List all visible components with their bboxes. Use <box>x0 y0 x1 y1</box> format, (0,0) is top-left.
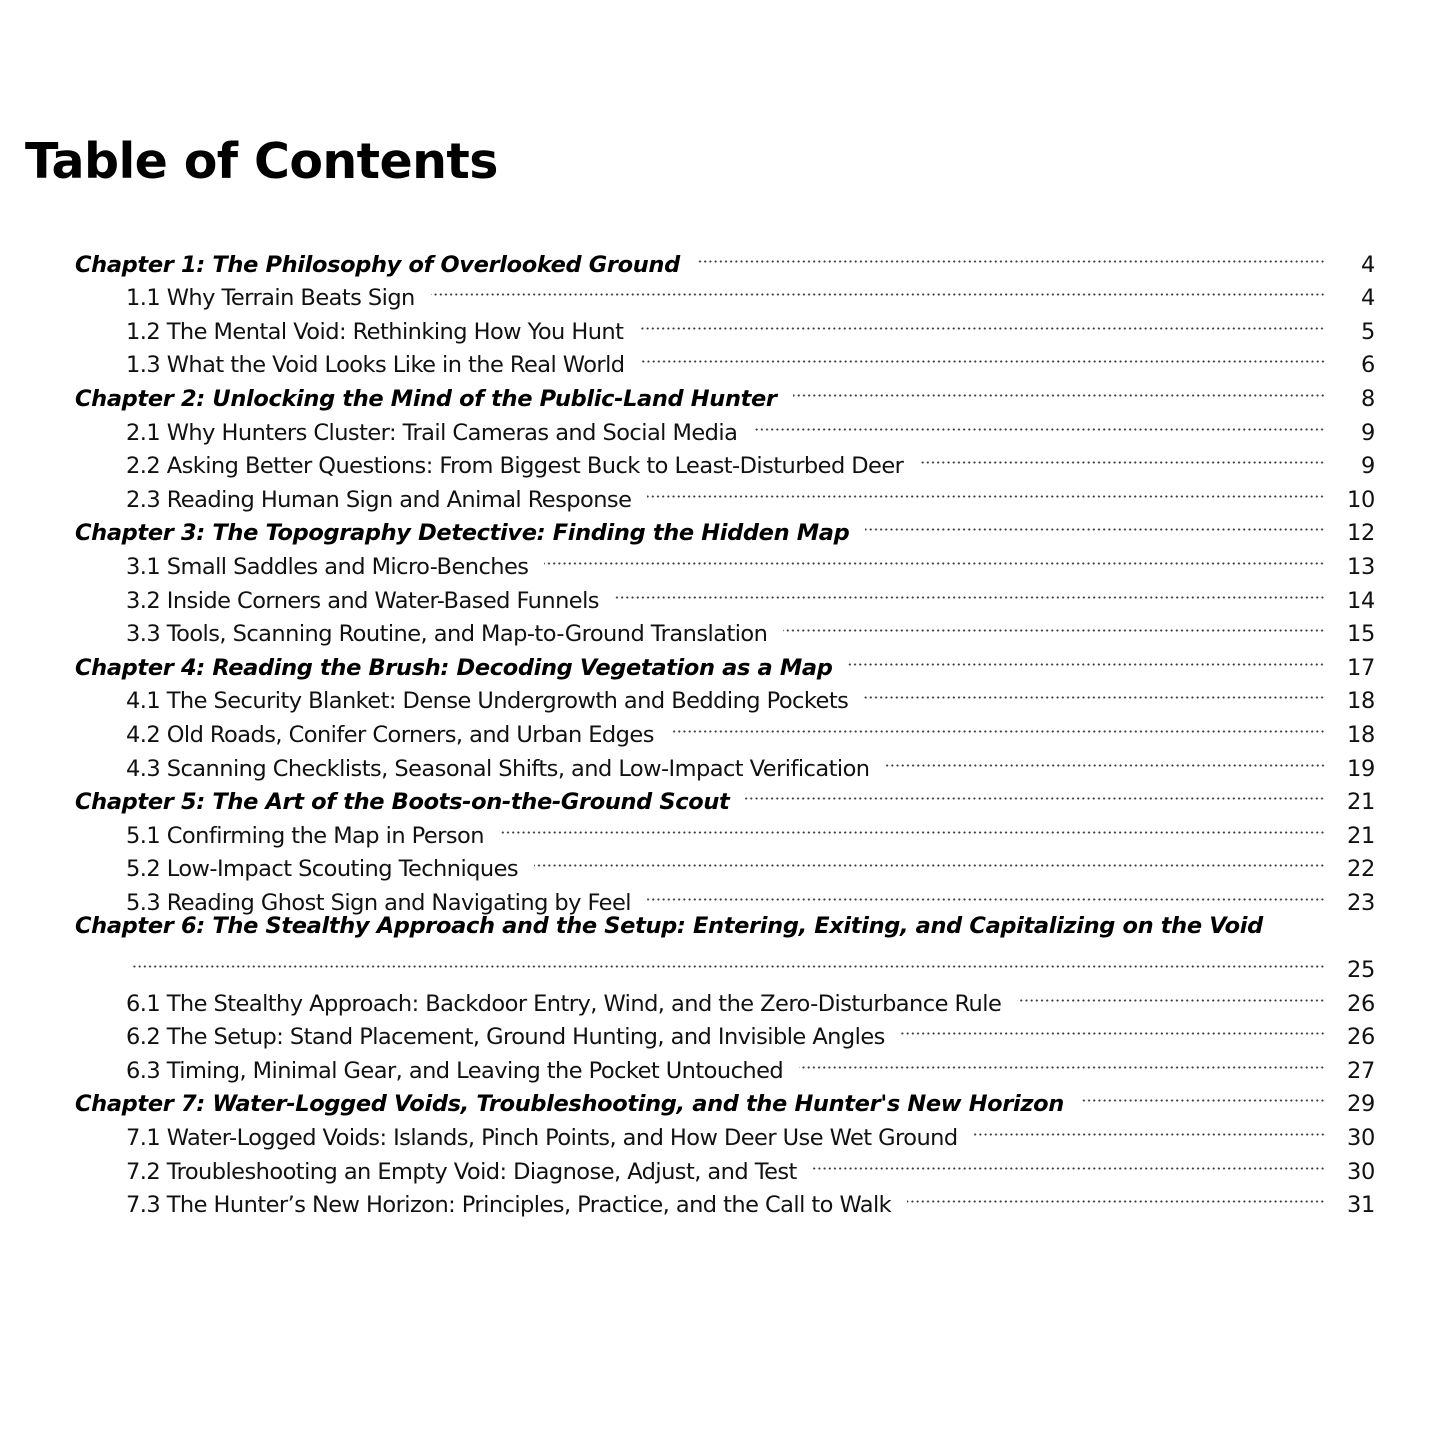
dot-leader <box>886 742 1326 776</box>
toc-entry-label: Chapter 2: Unlocking the Mind of the Public-Land Hunter <box>75 385 777 412</box>
toc-section-entry[interactable] <box>0 977 1445 1017</box>
toc-section-entry[interactable] <box>0 574 1445 614</box>
toc-entry-label: 7.2 Troubleshooting an Empty Void: Diagnose, Adjust, and Test <box>126 1158 797 1185</box>
toc-page-number: 4 <box>1360 251 1375 278</box>
toc-chapter-entry[interactable] <box>0 910 1445 984</box>
toc-page-number: 18 <box>1346 688 1375 715</box>
toc-page-number: 12 <box>1346 520 1375 547</box>
dot-leader <box>793 372 1325 406</box>
toc-section-entry[interactable] <box>0 708 1445 748</box>
toc-section-entry[interactable] <box>0 272 1445 312</box>
toc-page-number: 21 <box>1346 822 1375 849</box>
toc-entry-label: 2.1 Why Hunters Cluster: Trail Cameras and Social Media <box>126 419 738 446</box>
toc-entry-label: 3.2 Inside Corners and Water-Based Funnels <box>126 587 599 614</box>
toc-section-entry[interactable] <box>0 473 1445 513</box>
dot-leader <box>745 776 1325 810</box>
toc-chapter-entry[interactable] <box>0 372 1445 412</box>
toc-section-entry[interactable] <box>0 1145 1445 1185</box>
toc-page-number: 22 <box>1346 856 1375 883</box>
dot-leader <box>865 507 1325 541</box>
toc-page-number: 10 <box>1346 486 1375 513</box>
toc-section-entry[interactable] <box>0 1111 1445 1152</box>
toc-page-number: 8 <box>1360 385 1375 412</box>
toc-entry-label: Chapter 4: Reading the Brush: Decoding Vegetation as a Map <box>75 654 833 681</box>
toc-entry-label: Chapter 6: The Stealthy Approach and the Setup: Entering, Exiting, and Capitalizing on the Void <box>75 912 1263 939</box>
dot-leader <box>907 1179 1325 1213</box>
toc-entry-label: 1.1 Why Terrain Beats Sign <box>126 285 415 312</box>
dot-leader <box>670 708 1325 742</box>
toc-page-number: 29 <box>1346 1091 1375 1118</box>
toc-page-number: 21 <box>1346 789 1375 816</box>
dot-leader <box>615 574 1325 608</box>
toc-entry-label: 5.3 Reading Ghost Sign and Navigating by Feel <box>126 889 631 916</box>
dot-leader <box>641 339 1325 373</box>
toc-chapter-entry[interactable] <box>0 238 1445 278</box>
toc-page-number: 17 <box>1346 654 1375 681</box>
toc-entry-label: 5.2 Low-Impact Scouting Techniques <box>126 856 519 883</box>
toc-section-entry[interactable] <box>0 608 1445 648</box>
toc-page-number: 18 <box>1346 721 1375 748</box>
toc-section-entry[interactable] <box>0 809 1445 849</box>
toc-section-entry[interactable] <box>0 305 1445 345</box>
toc-chapter-entry[interactable] <box>0 776 1445 816</box>
toc-entry-label: 6.2 The Setup: Stand Placement, Ground Hunting, and Invisible Angles <box>126 1024 885 1051</box>
toc-page-number: 30 <box>1346 1125 1375 1152</box>
page-title: Table of Contents <box>25 133 498 190</box>
toc-page-number: 6 <box>1360 352 1375 379</box>
toc-entry-label: 3.3 Tools, Scanning Routine, and Map-to-Ground Translation <box>126 621 768 648</box>
toc-section-entry[interactable] <box>0 1011 1445 1051</box>
dot-leader <box>639 305 1325 339</box>
toc-page-number: 26 <box>1346 990 1375 1017</box>
dot-leader <box>1080 1078 1325 1112</box>
toc-entry-label: 2.3 Reading Human Sign and Animal Response <box>126 486 632 513</box>
toc-section-entry[interactable] <box>0 406 1445 446</box>
toc-section-entry[interactable] <box>0 540 1445 580</box>
toc-section-entry[interactable] <box>0 1044 1445 1084</box>
dot-leader <box>753 406 1325 440</box>
toc-page-number: 5 <box>1360 318 1375 345</box>
dot-leader <box>783 608 1325 642</box>
dot-leader <box>133 943 1325 977</box>
toc-page-number: 26 <box>1346 1024 1375 1051</box>
table-of-contents <box>0 238 1445 1219</box>
toc-page-number: 4 <box>1360 285 1375 312</box>
dot-leader <box>813 1145 1325 1179</box>
toc-page-number: 15 <box>1346 621 1375 648</box>
toc-entry-label: Chapter 1: The Philosophy of Overlooked Ground <box>75 251 680 278</box>
dot-leader <box>696 238 1325 272</box>
toc-section-entry[interactable] <box>0 1179 1445 1219</box>
dot-leader <box>919 440 1325 474</box>
toc-section-entry[interactable] <box>0 339 1445 379</box>
dot-leader <box>848 641 1325 675</box>
toc-entry-label: 1.2 The Mental Void: Rethinking How You Hunt <box>126 318 624 345</box>
toc-section-entry[interactable] <box>0 843 1445 883</box>
toc-page-number: 13 <box>1346 553 1375 580</box>
toc-entry-label: 4.2 Old Roads, Conifer Corners, and Urban Edges <box>126 721 654 748</box>
dot-leader <box>647 876 1325 910</box>
toc-page-number: 30 <box>1346 1158 1375 1185</box>
toc-entry-label: 3.1 Small Saddles and Micro-Benches <box>126 553 529 580</box>
toc-entry-label: 4.1 The Security Blanket: Dense Undergrowth and Bedding Pockets <box>126 688 849 715</box>
dot-leader <box>647 473 1325 507</box>
toc-entry-label: Chapter 7: Water-Logged Voids, Troubleshooting, and the Hunter's New Horizon <box>75 1091 1064 1118</box>
toc-chapter-entry[interactable] <box>0 641 1445 681</box>
dot-leader <box>500 809 1325 843</box>
toc-page-number: 25 <box>1346 957 1375 984</box>
dot-leader <box>544 540 1325 574</box>
toc-page-number: 9 <box>1360 453 1375 480</box>
dot-leader <box>534 843 1325 877</box>
toc-page-number: 27 <box>1346 1057 1375 1084</box>
toc-entry-label: Chapter 3: The Topography Detective: Finding the Hidden Map <box>75 520 850 547</box>
dot-leader <box>974 1111 1325 1145</box>
dot-leader <box>901 1011 1325 1045</box>
toc-section-entry[interactable] <box>0 742 1445 782</box>
toc-entry-label: 6.1 The Stealthy Approach: Backdoor Entry, Wind, and the Zero-Disturbance Rule <box>126 990 1002 1017</box>
toc-page-number: 14 <box>1346 587 1375 614</box>
dot-leader <box>799 1044 1325 1078</box>
toc-page-number: 31 <box>1346 1192 1375 1219</box>
toc-section-entry[interactable] <box>0 440 1445 480</box>
toc-entry-label: 4.3 Scanning Checklists, Seasonal Shifts, and Low-Impact Verification <box>126 755 870 782</box>
toc-page-number: 19 <box>1346 755 1375 782</box>
toc-entry-label: 2.2 Asking Better Questions: From Biggest Buck to Least-Disturbed Deer <box>126 453 904 480</box>
toc-entry-label: Chapter 5: The Art of the Boots-on-the-Ground Scout <box>75 789 730 816</box>
toc-wrap-line <box>75 943 1445 984</box>
toc-entry-label: 7.1 Water-Logged Voids: Islands, Pinch Points, and How Deer Use Wet Ground <box>126 1125 958 1152</box>
toc-entry-label: 1.3 What the Void Looks Like in the Real World <box>126 352 625 379</box>
toc-chapter-entry[interactable] <box>0 1078 1445 1118</box>
toc-entry-label: 5.1 Confirming the Map in Person <box>126 822 484 849</box>
toc-entry-label: 7.3 The Hunter’s New Horizon: Principles, Practice, and the Call to Walk <box>126 1192 892 1219</box>
dot-leader <box>864 675 1325 709</box>
dot-leader <box>431 272 1325 306</box>
toc-page-number: 9 <box>1360 419 1375 446</box>
toc-section-entry[interactable] <box>0 876 1445 916</box>
toc-chapter-entry[interactable] <box>0 507 1445 547</box>
toc-section-entry[interactable] <box>0 675 1445 715</box>
dot-leader <box>1017 977 1325 1011</box>
toc-page-number: 23 <box>1346 889 1375 916</box>
toc-entry-label: 6.3 Timing, Minimal Gear, and Leaving the Pocket Untouched <box>126 1057 784 1084</box>
